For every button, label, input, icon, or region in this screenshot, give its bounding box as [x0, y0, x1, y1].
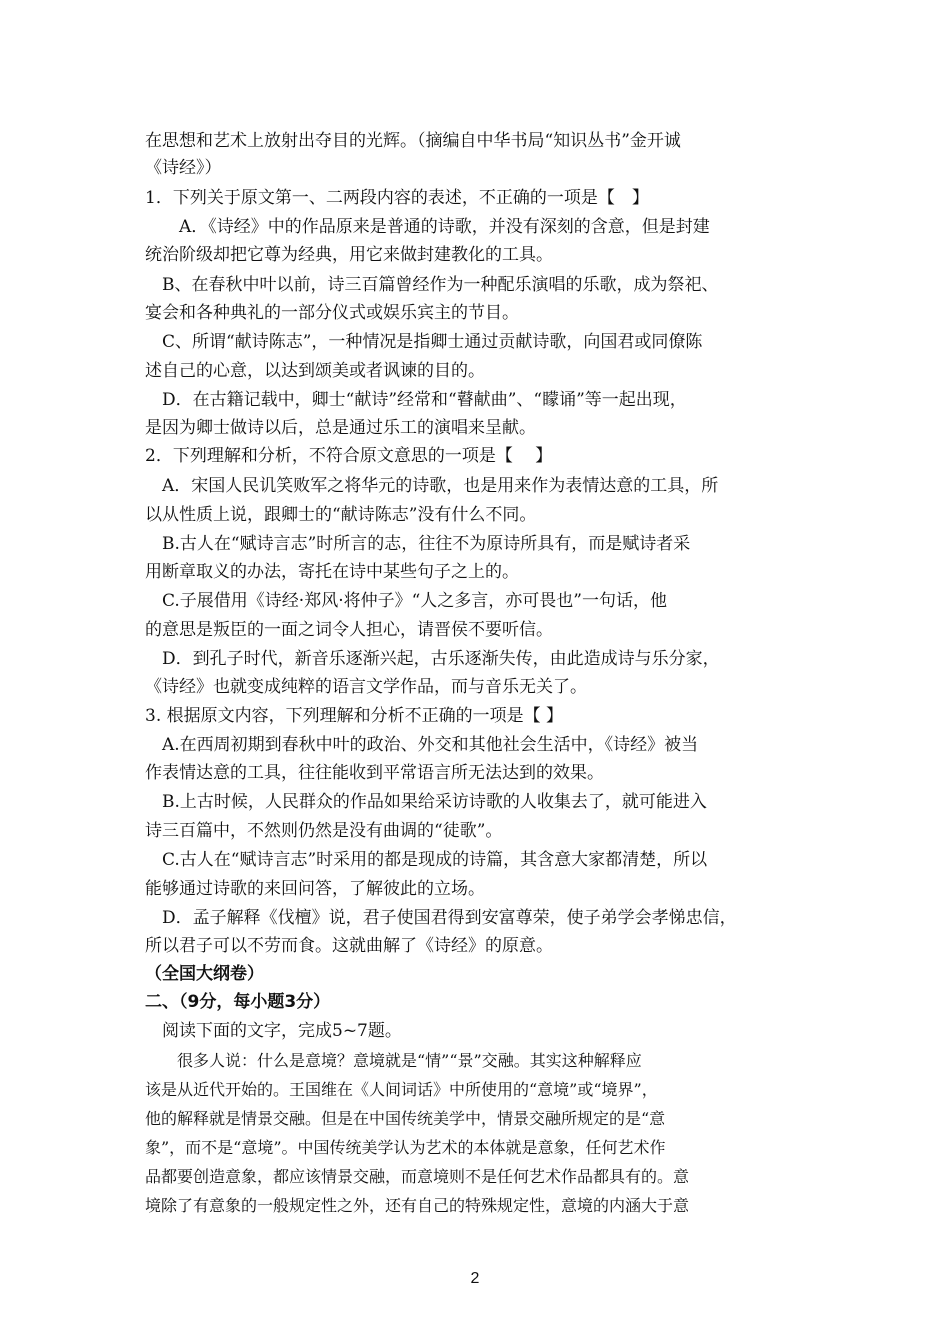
passage-line-3: 他的解释就是情景交融。但是在中国传统美学中，情景交融所规定的是“意	[145, 1109, 666, 1128]
question-1-stem: 1．下列关于原文第一、二两段内容的表述，不正确的一项是【 】	[145, 188, 649, 208]
exam-source-label: （全国大纲卷）	[145, 964, 264, 984]
q1-option-b-line-2: 宴会和各种典礼的一部分仪式或娱乐宾主的节目。	[145, 303, 519, 323]
q3-option-a-line-1: A.在西周初期到春秋中叶的政治、外交和其他社会生活中，《诗经》被当	[145, 735, 699, 755]
q1-option-a-line-1: A．《诗经》中的作品原来是普通的诗歌，并没有深刻的含意，但是封建	[145, 217, 710, 237]
intro-line-2: 《诗经》）	[145, 158, 222, 178]
q3-option-c-line-2: 能够通过诗歌的来回问答，了解彼此的立场。	[145, 879, 485, 899]
page-number: 2	[470, 1270, 480, 1287]
question-2-stem: 2．下列理解和分析，不符合原文意思的一项是【 】	[145, 446, 553, 466]
question-3-stem: 3. 根据原文内容，下列理解和分析不正确的一项是【 】	[145, 706, 564, 726]
q3-option-b-line-2: 诗三百篇中，不然则仍然是没有曲调的“徒歌”。	[145, 821, 503, 841]
q1-option-a-line-2: 统治阶级却把它尊为经典，用它来做封建教化的工具。	[145, 245, 553, 265]
q2-option-b-line-1: B.古人在“赋诗言志”时所言的志，往往不为原诗所具有，而是赋诗者采	[145, 534, 691, 554]
q1-option-c-line-2: 述自己的心意，以达到颂美或者讽谏的目的。	[145, 361, 485, 381]
q1-option-b-line-1: B、在春秋中叶以前，诗三百篇曾经作为一种配乐演唱的乐歌，成为祭祀、	[145, 275, 719, 295]
q2-option-d-line-1: D．到孔子时代，新音乐逐渐兴起，古乐逐渐失传，由此造成诗与乐分家，	[145, 649, 720, 669]
intro-line-1: 在思想和艺术上放射出夺目的光辉。（摘编自中华书局“知识丛书”金开诚	[145, 131, 681, 151]
q3-option-a-line-2: 作表情达意的工具，往往能收到平常语言所无法达到的效果。	[145, 763, 604, 783]
passage-line-5: 品都要创造意象，都应该情景交融，而意境则不是任何艺术作品都具有的。意	[145, 1167, 690, 1186]
q3-option-d-line-1: D．孟子解释《伐檀》说，君子使国君得到安富尊荣，使子弟学会孝悌忠信，	[145, 908, 737, 928]
q3-option-b-line-1: B.上古时候，人民群众的作品如果给采访诗歌的人收集去了，就可能进入	[145, 792, 707, 812]
q2-option-c-line-2: 的意思是叛臣的一面之词令人担心，请晋侯不要听信。	[145, 620, 553, 640]
passage-line-6: 境除了有意象的一般规定性之外，还有自己的特殊规定性，意境的内涵大于意	[145, 1196, 690, 1215]
reading-instruction: 阅读下面的文字，完成5~7题。	[145, 1021, 402, 1041]
passage-line-2: 该是从近代开始的。王国维在《人间词话》中所使用的“意境”或“境界”，	[145, 1080, 658, 1099]
q2-option-a-line-2: 以从性质上说，跟卿士的“献诗陈志”没有什么不同。	[145, 505, 537, 525]
section-heading: 二、（9分，每小题3分）	[145, 992, 331, 1012]
q1-option-d-line-2: 是因为卿士做诗以后，总是通过乐工的演唱来呈献。	[145, 418, 536, 438]
q2-option-d-line-2: 《诗经》也就变成纯粹的语言文学作品，而与音乐无关了。	[145, 677, 587, 697]
passage-line-1: 很多人说：什么是意境？意境就是“情”“景”交融。其实这种解释应	[145, 1051, 642, 1070]
q2-option-b-line-2: 用断章取义的办法，寄托在诗中某些句子之上的。	[145, 562, 519, 582]
q2-option-c-line-1: C.子展借用《诗经·郑风·将仲子》“人之多言，亦可畏也”一句话，他	[145, 591, 667, 611]
q1-option-c-line-1: C、所谓“献诗陈志”，一种情况是指卿士通过贡献诗歌，向国君或同僚陈	[145, 332, 703, 352]
q2-option-a-line-1: A．宋国人民讥笑败军之将华元的诗歌，也是用来作为表情达意的工具，所	[145, 476, 719, 496]
q3-option-d-line-2: 所以君子可以不劳而食。这就曲解了《诗经》的原意。	[145, 936, 553, 956]
q3-option-c-line-1: C.古人在“赋诗言志”时采用的都是现成的诗篇，其含意大家都清楚，所以	[145, 850, 708, 870]
q1-option-d-line-1: D．在古籍记载中，卿士“献诗”经常和“瞽献曲”、“矇诵”等一起出现，	[145, 390, 687, 410]
passage-line-4: 象”，而不是“意境”。中国传统美学认为艺术的本体就是意象，任何艺术作	[145, 1138, 666, 1157]
